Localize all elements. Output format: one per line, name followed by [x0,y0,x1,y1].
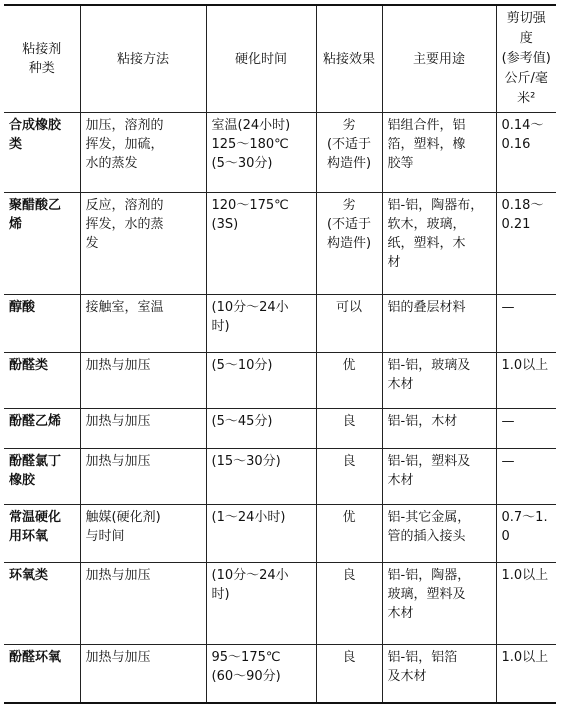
cell-kind: 酚醛乙烯 [4,409,80,449]
table-row [4,409,556,449]
header-use: 主要用途 [382,5,496,113]
table-row [4,563,556,645]
header-kind: 粘接剂 种类 [4,5,80,113]
cell-use: 铝-铝，玻璃及 木材 [382,353,496,409]
cell-use: 铝-铝，塑料及 木材 [382,449,496,505]
cell-kind: 环氧类 [4,563,80,645]
cell-cure-time: 95～175℃ (60～90分) [206,645,316,703]
header-method: 粘接方法 [80,5,206,113]
cell-method: 加压，溶剂的 挥发，加硫， 水的蒸发 [80,113,206,193]
cell-cure-time: 室温(24小时) 125～180℃ (5～30分) [206,113,316,193]
cell-cure-time: (5～45分) [206,409,316,449]
cell-use: 铝组合件，铝 箔，塑料，橡 胶等 [382,113,496,193]
cell-cure-time: (15～30分) [206,449,316,505]
cell-shear-strength: 0.14～0.16 [496,113,556,193]
cell-effect: 劣 (不适于 构造件) [316,113,382,193]
cell-cure-time: 120～175℃ (3S) [206,193,316,295]
cell-shear-strength: — [496,449,556,505]
header-cure-time: 硬化时间 [206,5,316,113]
cell-shear-strength: 1.0以上 [496,645,556,703]
cell-use: 铝-铝，陶器， 玻璃，塑料及 木材 [382,563,496,645]
header-effect: 粘接效果 [316,5,382,113]
table-row [4,193,556,295]
header-row [4,5,556,113]
cell-kind: 酚醛类 [4,353,80,409]
table-row [4,295,556,353]
cell-effect: 良 [316,645,382,703]
cell-use: 铝的叠层材料 [382,295,496,353]
table-row [4,353,556,409]
cell-shear-strength: 1.0以上 [496,353,556,409]
adhesive-table [4,4,556,704]
cell-use: 铝-铝，铝箔 及木材 [382,645,496,703]
cell-kind: 常温硬化 用环氧 [4,505,80,563]
cell-use: 铝-铝，木材 [382,409,496,449]
table-row [4,113,556,193]
cell-kind: 醇酸 [4,295,80,353]
table-row [4,505,556,563]
cell-effect: 可以 [316,295,382,353]
cell-cure-time: (5～10分) [206,353,316,409]
cell-method: 反应，溶剂的 挥发，水的蒸 发 [80,193,206,295]
cell-effect: 优 [316,505,382,563]
cell-effect: 良 [316,449,382,505]
cell-use: 铝-其它金属， 管的插入接头 [382,505,496,563]
cell-use: 铝-铝，陶器布， 软木，玻璃， 纸，塑料，木 材 [382,193,496,295]
table-row [4,645,556,703]
cell-cure-time: (10分～24小 时) [206,563,316,645]
cell-kind: 酚醛环氧 [4,645,80,703]
cell-cure-time: (1～24小时) [206,505,316,563]
cell-shear-strength: 1.0以上 [496,563,556,645]
cell-method: 接触室，室温 [80,295,206,353]
cell-method: 加热与加压 [80,563,206,645]
cell-kind: 聚醋酸乙 烯 [4,193,80,295]
cell-shear-strength: — [496,295,556,353]
cell-shear-strength: 0.7～1.0 [496,505,556,563]
cell-kind: 酚醛氯丁 橡胶 [4,449,80,505]
cell-method: 加热与加压 [80,449,206,505]
cell-method: 加热与加压 [80,409,206,449]
cell-effect: 良 [316,563,382,645]
cell-kind: 合成橡胶 类 [4,113,80,193]
cell-method: 加热与加压 [80,645,206,703]
cell-shear-strength: 0.18～0.21 [496,193,556,295]
cell-shear-strength: — [496,409,556,449]
cell-method: 触媒(硬化剂) 与时间 [80,505,206,563]
cell-cure-time: (10分～24小 时) [206,295,316,353]
cell-effect: 劣 (不适于 构造件) [316,193,382,295]
cell-effect: 优 [316,353,382,409]
header-shear-strength: 剪切强度 (参考值) 公斤/毫米² [496,5,556,113]
cell-effect: 良 [316,409,382,449]
table-row [4,449,556,505]
cell-method: 加热与加压 [80,353,206,409]
